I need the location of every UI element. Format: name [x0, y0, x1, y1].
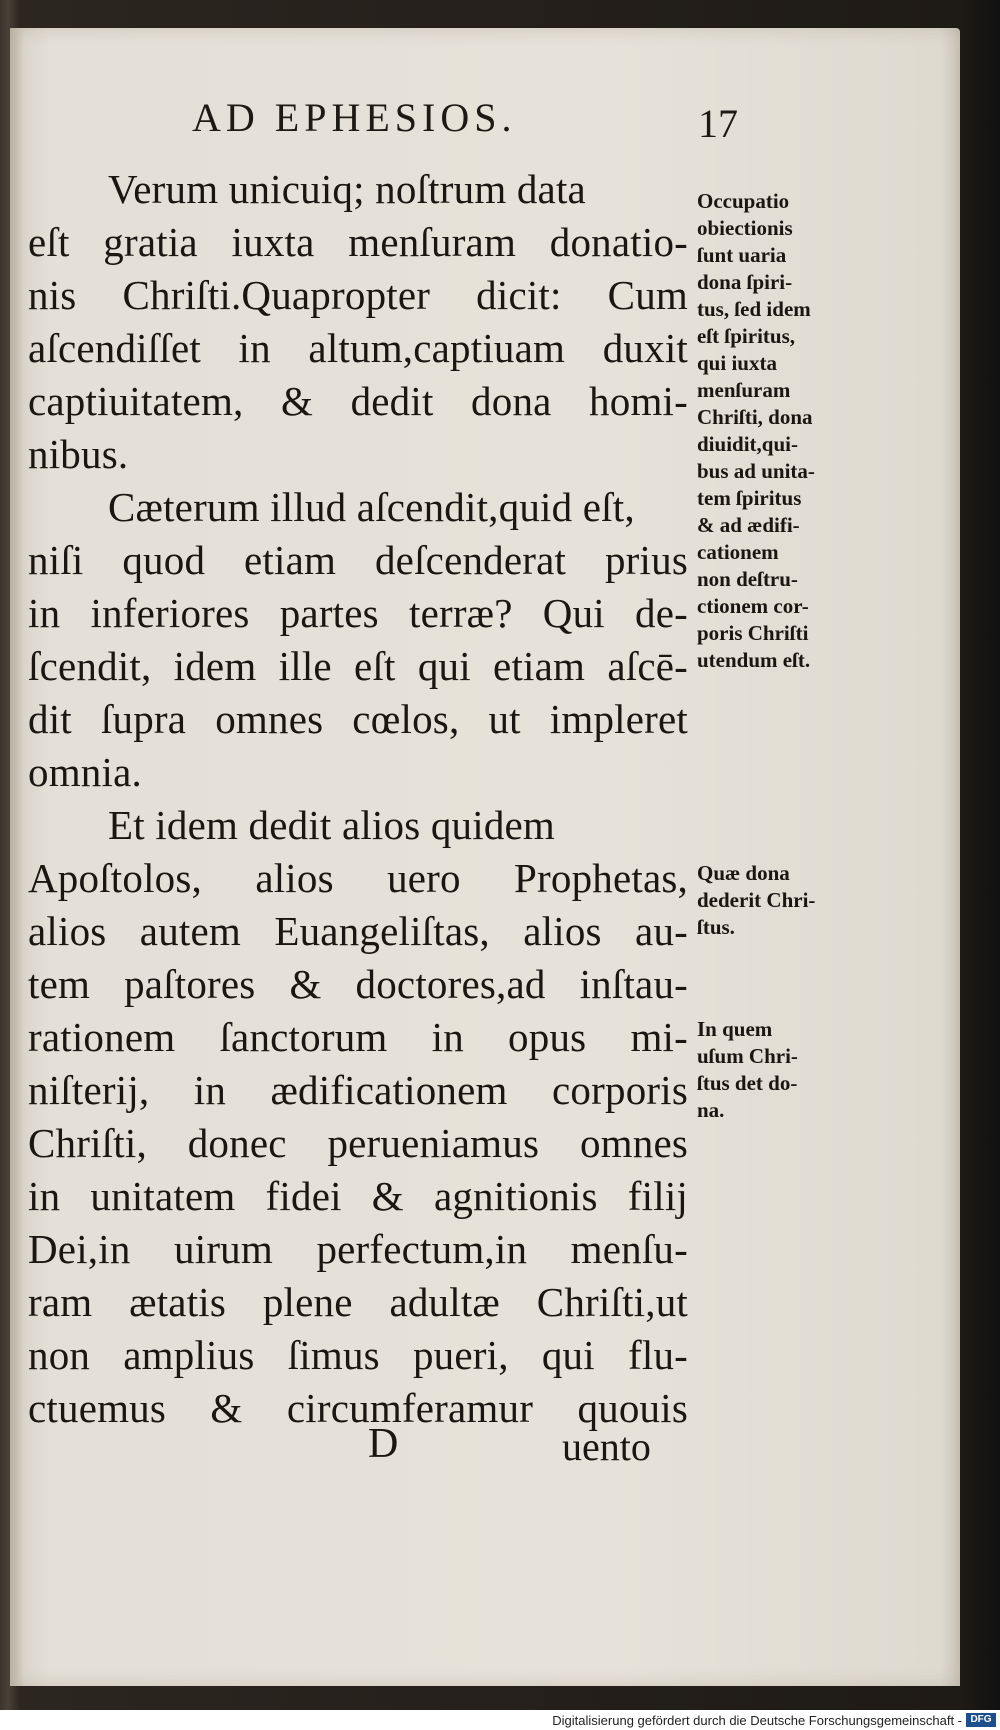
folio-number: 17	[698, 101, 738, 146]
text-line: in inferiores partes terræ? Qui de-	[28, 590, 688, 636]
text-line: Cæterum illud aſcendit,quid eſt,	[108, 484, 635, 530]
catchword: uento	[562, 1424, 651, 1469]
text-line: Et idem dedit alios quidem	[108, 802, 556, 848]
margin-note-line: Quæ dona	[697, 861, 790, 885]
text-line: ram ætatis plene adultæ Chriſti,ut	[28, 1279, 688, 1325]
text-line: tem paſtores & doctores,ad inſtau-	[28, 961, 688, 1007]
text-line: Verum unicuiq; noſtrum data	[108, 166, 586, 212]
margin-note-line: & ad ædifi-	[697, 513, 800, 537]
signature-mark: D	[368, 1421, 399, 1467]
text-line: nis Chriſti.Quapropter dicit: Cum	[28, 272, 688, 318]
margin-note-line: na.	[697, 1098, 725, 1122]
main-text-block	[28, 163, 688, 1435]
margin-note-line: Chriſti, dona	[697, 405, 813, 429]
text-line: niſi quod etiam deſcenderat prius	[28, 537, 688, 583]
text-line: ſcendit, idem ille eſt qui etiam aſcē-	[28, 643, 688, 689]
dfg-logo-icon: DFG	[966, 1713, 996, 1727]
text-line: niſterij, in ædificationem corporis	[28, 1067, 688, 1113]
text-line: in unitatem fidei & agnitionis filij	[28, 1173, 688, 1219]
margin-note-line: dona ſpiri-	[697, 270, 793, 294]
margin-note-line: bus ad unita-	[697, 459, 815, 483]
margin-note-line: tus, ſed idem	[697, 297, 811, 321]
text-line: ctuemus & circumferamur quouis	[28, 1385, 688, 1431]
text-line: Chriſti, donec perueniamus omnes	[28, 1120, 688, 1166]
text-line: eſt gratia iuxta menſuram donatio-	[28, 219, 688, 265]
margin-note-line: non deſtru-	[697, 567, 798, 591]
margin-note-line: eſt ſpiritus,	[697, 324, 795, 348]
text-line: rationem ſanctorum in opus mi-	[28, 1014, 688, 1060]
margin-note-quae-dona	[697, 860, 872, 941]
margin-note-line: tem ſpiritus	[697, 486, 802, 510]
margin-note-line: Occupatio	[697, 189, 790, 213]
margin-note-line: ſtus.	[697, 915, 735, 939]
binding-edge	[10, 28, 24, 1686]
text-line: alios autem Euangeliſtas, alios au-	[28, 908, 688, 954]
text-line: omnia.	[28, 749, 142, 795]
text-line: dit ſupra omnes cœlos, ut impleret	[28, 696, 688, 742]
margin-note-line: uſum Chri-	[697, 1044, 798, 1068]
margin-note-line: ctionem cor-	[697, 594, 809, 618]
margin-note-line: menſuram	[697, 378, 791, 402]
margin-note-line: diuidit,qui-	[697, 432, 798, 456]
margin-note-line: ſtus det do-	[697, 1071, 798, 1095]
margin-note-in-quem-usum	[697, 1016, 872, 1124]
margin-note-line: cationem	[697, 540, 779, 564]
scan-footer-bar	[0, 1710, 1000, 1730]
book-page	[10, 28, 960, 1686]
margin-note-line: qui iuxta	[697, 351, 777, 375]
text-line: nibus.	[28, 431, 129, 477]
text-line: captiuitatem, & dedit dona homi-	[28, 378, 688, 424]
text-line: non amplius ſimus pueri, qui flu-	[28, 1332, 688, 1378]
digitization-credit: Digitalisierung gefördert durch die Deutsche Forschungsgemeinschaft -	[552, 1713, 962, 1728]
margin-note-line: poris Chriſti	[697, 621, 809, 645]
margin-note-line: ſunt uaria	[697, 243, 787, 267]
margin-note-occupatio	[697, 188, 872, 674]
text-line: Dei,in uirum perfectum,in menſu-	[28, 1226, 688, 1272]
margin-note-line: dederit Chri-	[697, 888, 816, 912]
margin-note-line: In quem	[697, 1017, 773, 1041]
running-head: AD EPHESIOS.	[192, 95, 517, 140]
margin-note-line: utendum eſt.	[697, 648, 811, 672]
text-line: aſcendiſſet in altum,captiuam duxit	[28, 325, 688, 371]
margin-note-line: obiectionis	[697, 216, 793, 240]
text-line: Apoſtolos, alios uero Prophetas,	[28, 855, 688, 901]
